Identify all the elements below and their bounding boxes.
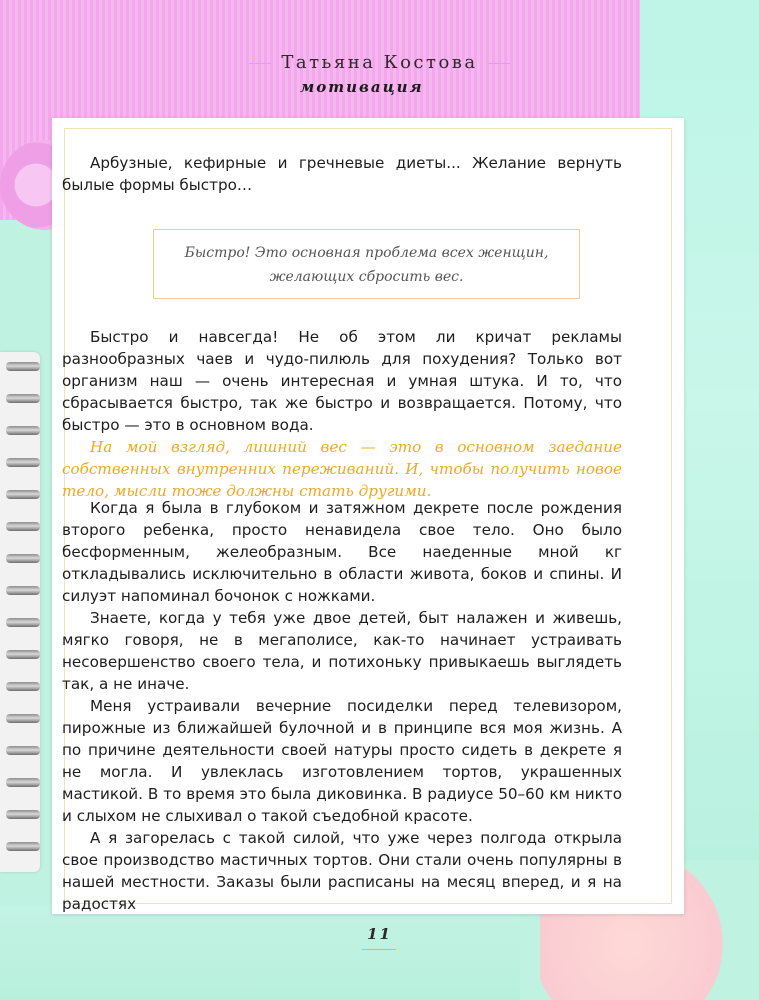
spiral-ring <box>6 778 40 787</box>
spiral-ring <box>6 362 40 371</box>
paragraph-5: А я загорелась с такой силой, что уже через полгода открыла свое производство мастичных тортов. Они стали очень популярны в нашей местности. Заказы были расписаны на месяц вперед, и я на радостях <box>62 829 622 913</box>
paragraph-4: Меня устраивали вечерние посиделки перед телевизором, пирожные из ближайшей булочной и в принципе вся моя жизнь. А по причине деятельности своей натуры просто сидеть в декрете я не могла. И увлеклась изготовлением тортов, украшенных мастикой. В то время это была диковинка. В радиусе 50–60 км никто и слыхом не слыхивал о такой съедобной красоте. <box>62 697 622 825</box>
spiral-ring <box>6 554 40 563</box>
spiral-ring <box>6 682 40 691</box>
page-number: 11 <box>367 925 392 943</box>
spiral-ring <box>6 810 40 819</box>
spiral-ring <box>6 490 40 499</box>
spiral-ring <box>6 394 40 403</box>
author-name: Татьяна Костова <box>0 52 759 73</box>
quote-box <box>153 229 580 299</box>
page-number-underline <box>362 949 396 950</box>
spiral-ring <box>6 746 40 755</box>
body-block-2 <box>62 497 622 915</box>
paragraph-3: Знаете, когда у тебя уже двое детей, быт налажен и живешь, мягко говоря, не в мегаполисе, как-то начинает устраивать несовершенство своего тела, и потихоньку привыкаешь выглядеть так, а не иначе. <box>62 609 622 693</box>
body-block-1 <box>62 326 622 502</box>
paragraph-1: Быстро и навсегда! Не об этом ли кричат рекламы разнообразных чаев и чудо-пилюль для похудения? Только вот организм наш — очень интересная и умная штука. И то, что сбрасывается быстро, так же быстро и возвращается. Потому, что быстро — это в основном вода. <box>62 328 622 434</box>
quote-text: Быстро! Это основная проблема всех женщин, желающих сбросить вес. <box>184 245 549 285</box>
spiral-ring <box>6 586 40 595</box>
spiral-ring <box>6 714 40 723</box>
spiral-ring <box>6 522 40 531</box>
intro-paragraph <box>62 152 622 196</box>
section-title: мотивация <box>300 78 424 96</box>
background-bottom-strip <box>0 905 520 1000</box>
spiral-ring <box>6 650 40 659</box>
highlight-quote: На мой взгляд, лишний вес — это в основном заедание собственных внутренних переживаний. И, чтобы получить новое тело, мысли тоже должны стать другими. <box>62 438 622 500</box>
intro-text: Арбузные, кефирные и гречневые диеты... Желание вернуть былые формы быстро… <box>62 154 622 194</box>
spiral-ring <box>6 426 40 435</box>
paragraph-2: Когда я была в глубоком и затяжном декрете после рождения второго ребенка, просто ненавидела свое тело. Оно было бесформенным, желеобразным. Все наеденные мной кг откладывались исключительно в области живота, боков и спины. И силуэт напоминал бочонок с ножками. <box>62 499 622 605</box>
spiral-binding <box>0 352 40 872</box>
spiral-ring <box>6 842 40 851</box>
spiral-ring <box>6 618 40 627</box>
spiral-ring <box>6 458 40 467</box>
